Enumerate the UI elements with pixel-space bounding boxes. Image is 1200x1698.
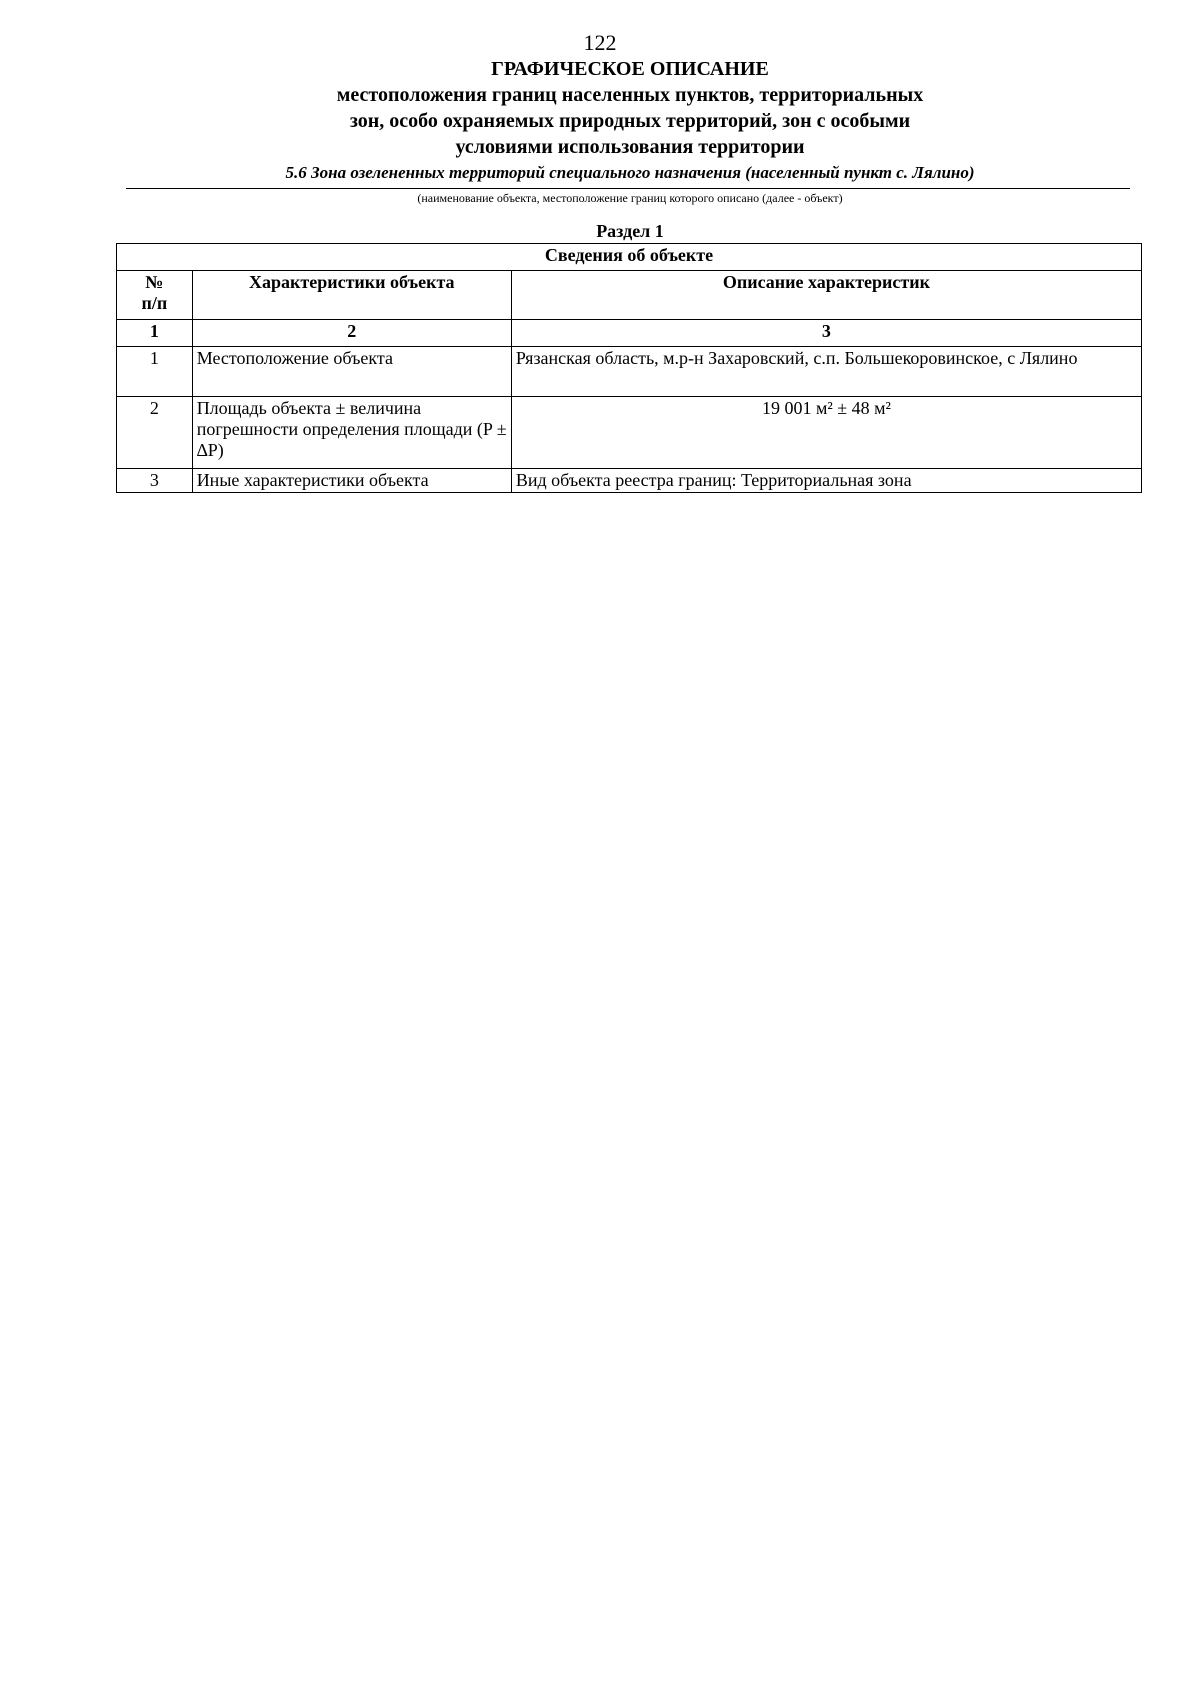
- table-caption: Сведения об объекте: [117, 244, 1142, 271]
- object-name-caption: (наименование объекта, местоположение границ которого описано (далее - объект): [417, 191, 843, 205]
- row-description: 19 001 м² ± 48 м²: [511, 397, 1141, 469]
- document-title: ГРАФИЧЕСКОЕ ОПИСАНИЕ: [491, 58, 769, 80]
- table-caption-row: [117, 244, 1142, 271]
- section-title: Раздел 1: [596, 221, 664, 241]
- column-number-row: [117, 320, 1142, 347]
- page-number: 122: [583, 30, 617, 55]
- row-characteristic: Местоположение объекта: [192, 347, 511, 397]
- object-name-underline: [126, 188, 1130, 189]
- document-subtitle-line-3: условиями использования территории: [455, 136, 805, 158]
- table-row: [117, 397, 1142, 469]
- row-description: Рязанская область, м.р-н Захаровский, с.п. Большекоровинское, с Лялино: [511, 347, 1141, 397]
- row-characteristic: Площадь объекта ± величина погрешности определения площади (P ± ∆P): [192, 397, 511, 469]
- column-number-3: 3: [511, 320, 1141, 347]
- row-number: 3: [117, 469, 193, 493]
- column-number-2: 2: [192, 320, 511, 347]
- column-header-characteristic: Характеристики объекта: [192, 271, 511, 320]
- table-row: [117, 347, 1142, 397]
- row-number: 1: [117, 347, 193, 397]
- column-number-1: 1: [117, 320, 193, 347]
- document-header: [120, 56, 1140, 184]
- row-characteristic: Иные характеристики объекта: [192, 469, 511, 493]
- document-subtitle-line-1: местоположения границ населенных пунктов, территориальных: [336, 84, 924, 106]
- object-info-table: [116, 243, 1142, 493]
- table-row: [117, 469, 1142, 493]
- column-header-number: № п/п: [117, 271, 193, 320]
- row-number: 2: [117, 397, 193, 469]
- column-header-description: Описание характеристик: [511, 271, 1141, 320]
- object-name: 5.6 Зона озелененных территорий специального назначения (населенный пункт с. Лялино): [285, 163, 975, 182]
- document-subtitle-line-2: зон, особо охраняемых природных территорий, зон с особыми: [349, 110, 911, 132]
- row-description: Вид объекта реестра границ: Территориальная зона: [511, 469, 1141, 493]
- table-header-row: [117, 271, 1142, 320]
